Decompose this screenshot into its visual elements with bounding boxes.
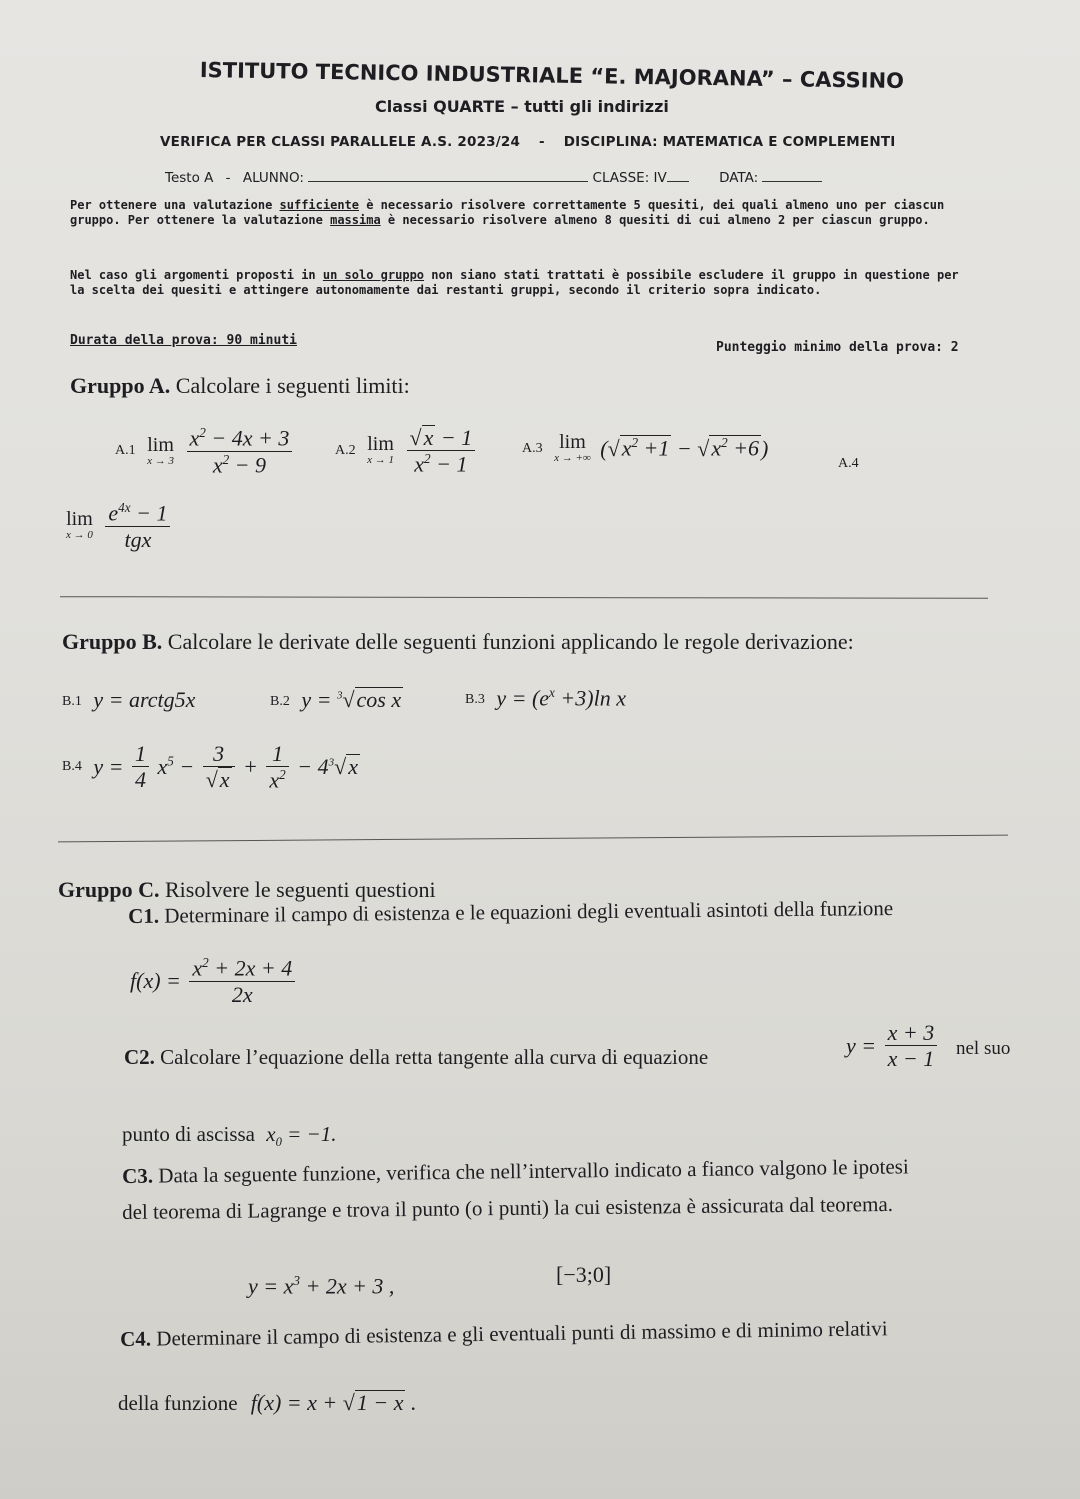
testo-label: Testo A xyxy=(165,170,214,186)
function-b3: B.3 $y = (e^x +3)\ln$ x xyxy=(465,685,626,711)
student-line: Testo A - ALUNNO: CLASSE: IV DATA: xyxy=(165,170,822,186)
data-label: DATA: xyxy=(719,170,759,186)
discipline: DISCIPLINA: MATEMATICA E COMPLEMENTI xyxy=(563,134,896,150)
c1-label: C1. xyxy=(128,903,160,928)
c1-function: f(x) = $\frac{x^2 + 2x + 4}{2x}$ xyxy=(130,955,298,1007)
school-name: ISTITUTO TECNICO INDUSTRIALE “E. MAJORANA” – CASSINO xyxy=(199,58,905,94)
c3-text: Data la seguente funzione, verifica che nell’intervallo indicato a fianco valgono le ipotesi xyxy=(158,1154,909,1188)
a4-label: A.4 xyxy=(838,455,859,471)
a3-label: A.3 xyxy=(522,440,543,456)
question-c4 xyxy=(120,1316,888,1352)
instructions-p2: Nel caso gli argomenti proposti in un solo gruppo non siano stati trattati è possibile escludere il gruppo in questione per la scelta dei quesiti e attingere autonomamente dai restanti gruppi, secondo il criterio sopra indicato. xyxy=(70,268,959,297)
c4-text2: della funzione xyxy=(118,1391,238,1415)
group-c-title: Gruppo C. Risolvere le seguenti questioni xyxy=(58,877,436,902)
separator-b xyxy=(58,835,1008,843)
limit-a1: A.1 lim x → 3 $\frac{x^2 - 4x + 3}{x^2 - 9}$ xyxy=(115,425,295,477)
limit-a3: A.3 lim x → +∞ $(√x^2 +1 - √x^2 +6)$ xyxy=(522,431,769,464)
group-a-title: Gruppo A. Calcolare i seguenti limiti: xyxy=(70,373,410,398)
c3-function: $y = x^3 + 2x + 3$ , xyxy=(248,1273,395,1299)
c2-after: nel suo xyxy=(956,1038,1011,1059)
c1-text: Determinare il campo di esistenza e le equazioni degli eventuali asintoti della funzione xyxy=(164,895,894,928)
b2-label: B.2 xyxy=(270,693,290,709)
alunno-label: ALUNNO: xyxy=(242,170,304,186)
test-name: VERIFICA PER CLASSI PARALLELE A.S. 2023/24 xyxy=(160,134,521,150)
c4-label: C4. xyxy=(120,1326,152,1351)
c2-curve: y = $\frac{x + 3}{x - 1}$ xyxy=(846,1020,940,1072)
c2-label: C2. xyxy=(124,1045,155,1069)
limit-a2: A.2 lim x → 1 $\frac{√x - 1}{x^2 - 1}$ xyxy=(335,425,478,477)
c3-text2: del teorema di Lagrange e trova il punto (o i punti) la cui esistenza è assicurata dal teorema. xyxy=(122,1191,894,1224)
c2-line2: punto di ascissa $x_0 = -1$. xyxy=(122,1122,337,1150)
limit-a4: lim x → 0 $\frac{e^{4x} - 1}{\text{tgx}}$ xyxy=(66,500,173,552)
function-b4: B.4 y = $\frac{1}{4}$ $x^5$ − $\frac{3}{√x}$ + $\frac{1}{x^2}$ − $4^3√x$ xyxy=(62,741,358,793)
b3-label: B.3 xyxy=(465,692,485,708)
function-b1: B.1 y = arctg5x xyxy=(62,687,196,712)
alunno-field[interactable] xyxy=(308,181,588,182)
c3-interval: [−3;0] xyxy=(556,1262,612,1287)
instructions-p1: Per ottenere una valutazione sufficiente è necessario risolvere correttamente 5 quesiti, dei quali almeno uno per ciascun gruppo. Per ottenere la valutazione massima è necessario risolvere almeno 8 quesiti di cui almeno 2 per ciascun gruppo. xyxy=(70,198,945,227)
c2-text: Calcolare l’equazione della retta tangente alla curva di equazione xyxy=(160,1045,709,1069)
question-c2 xyxy=(124,1045,708,1070)
c2-text2: punto di ascissa xyxy=(122,1122,255,1146)
c3-label: C3. xyxy=(122,1163,154,1188)
c4-text: Determinare il campo di esistenza e gli eventuali punti di massimo e di minimo relativi xyxy=(156,1316,888,1351)
test-title: VERIFICA PER CLASSI PARALLELE A.S. 2023/24 - DISCIPLINA: MATEMATICA E COMPLEMENTI xyxy=(160,134,896,150)
classe-field[interactable] xyxy=(667,181,689,182)
function-b2: B.2 y = $^3$√cos x xyxy=(270,687,402,712)
a2-label: A.2 xyxy=(335,442,356,458)
question-c3 xyxy=(122,1154,909,1189)
group-b-title: Gruppo B. Calcolare le derivate delle seguenti funzioni applicando le regole derivazione: xyxy=(62,629,854,654)
classe-label: CLASSE: IV xyxy=(592,170,667,186)
classes-line: Classi QUARTE – tutti gli indirizzi xyxy=(375,97,669,116)
b4-label: B.4 xyxy=(62,758,82,774)
separator-a xyxy=(60,596,988,599)
duration: Durata della prova: 90 minuti xyxy=(70,333,297,348)
b1-label: B.1 xyxy=(62,693,82,709)
min-score: Punteggio minimo della prova: 2 xyxy=(716,340,959,355)
c4-line2: della funzione f(x) = x + √1 − x . xyxy=(118,1390,417,1415)
a1-label: A.1 xyxy=(115,443,136,459)
data-field[interactable] xyxy=(762,181,822,182)
